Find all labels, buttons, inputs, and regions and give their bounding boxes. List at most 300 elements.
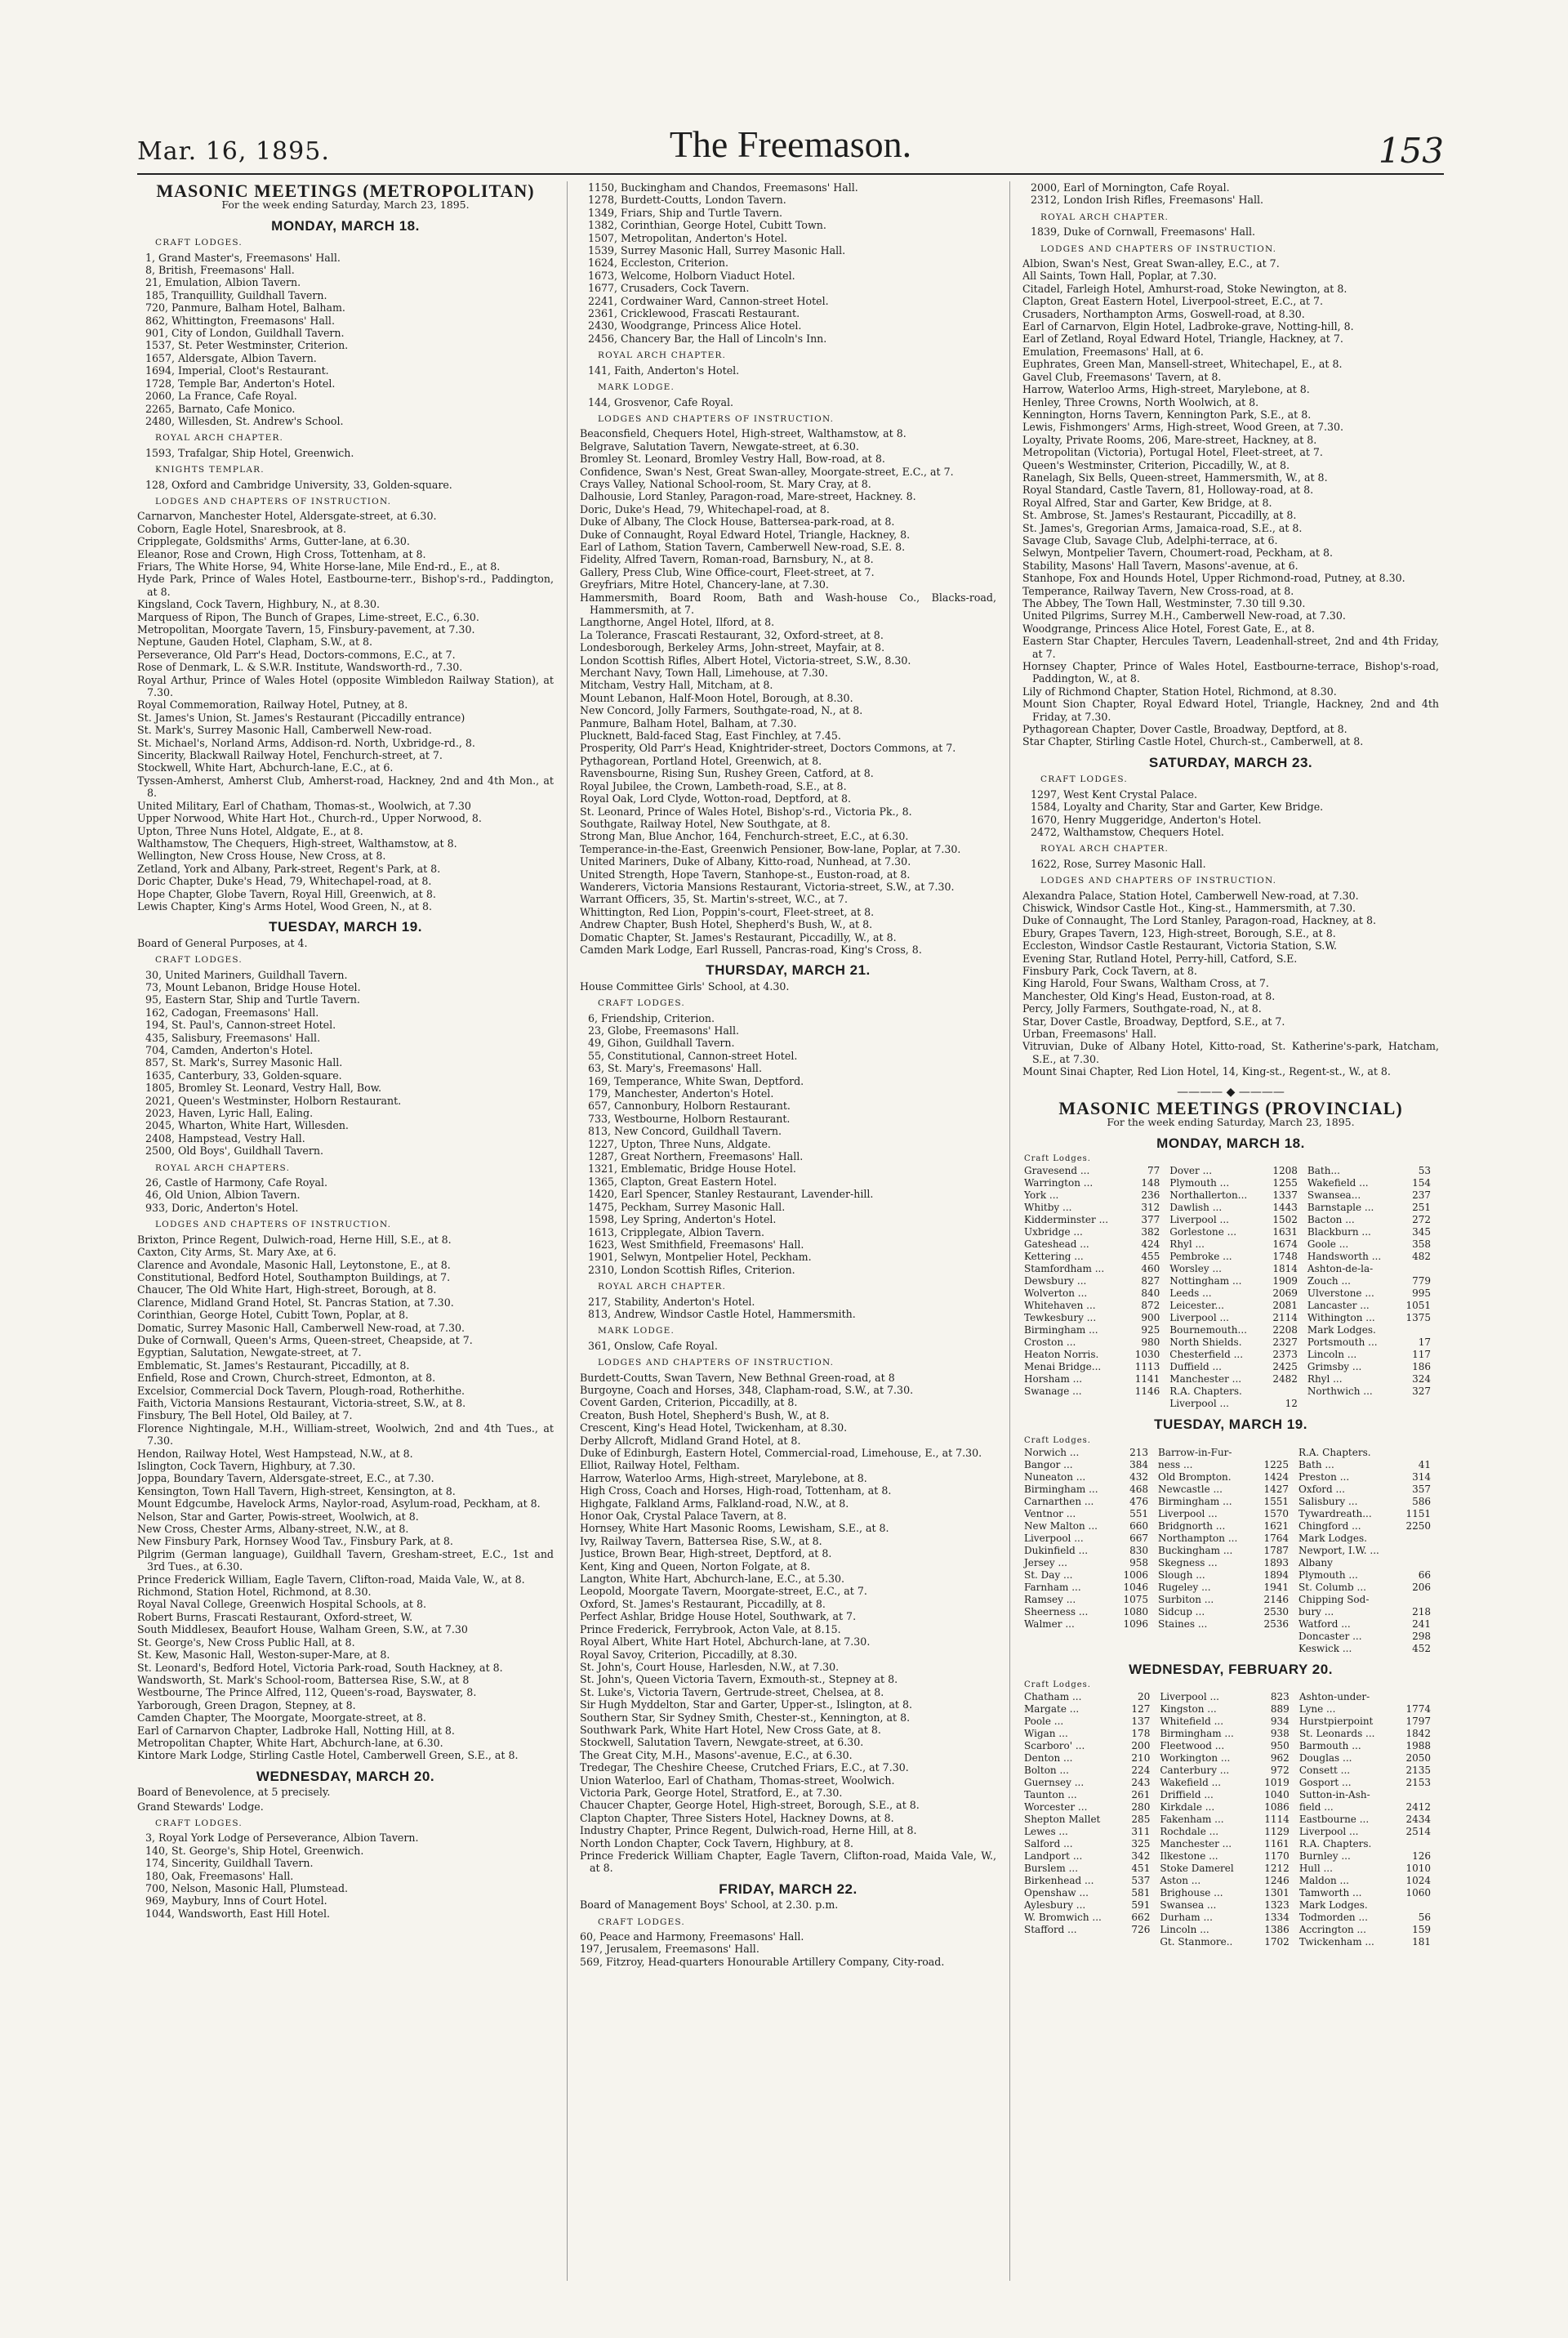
lodge-number: 551 bbox=[1129, 1507, 1148, 1519]
lodge-number: 2530 bbox=[1263, 1605, 1290, 1617]
town-name bbox=[1022, 1643, 1115, 1655]
meeting-entry: 174, Sincerity, Guildhall Tavern. bbox=[145, 1857, 314, 1870]
town-name: Fleetwood ... bbox=[1160, 1740, 1225, 1752]
lodge-number: 218 bbox=[1412, 1605, 1431, 1617]
category-label: CRAFT LODGES. bbox=[155, 238, 243, 248]
meeting-entry: Hornsey Chapter, Prince of Wales Hotel, Eastbourne-terrace, Bishop's-road, Paddington, W., at 8. bbox=[1022, 660, 1439, 685]
lodge-number: 1570 bbox=[1263, 1507, 1290, 1519]
meeting-entry: 2480, Willesden, St. Andrew's School. bbox=[145, 414, 344, 427]
town-name: Bath ... bbox=[1298, 1458, 1334, 1470]
town-name: Dover ... bbox=[1169, 1165, 1213, 1177]
table-row bbox=[1022, 1814, 1439, 1826]
town-name bbox=[1156, 1643, 1255, 1655]
lodge-number: 452 bbox=[1412, 1642, 1431, 1654]
meeting-list bbox=[580, 364, 996, 377]
lodge-number: 1941 bbox=[1263, 1581, 1290, 1593]
board-meeting: House Committee Girls' School, at 4.30. bbox=[580, 979, 790, 993]
lodge-number bbox=[1396, 1789, 1439, 1801]
meeting-entry: St. Luke's, Victoria Tavern, Gertrude-street, Chelsea, at 8. bbox=[580, 1685, 884, 1698]
meeting-list bbox=[137, 479, 554, 491]
day-heading: WEDNESDAY, FEBRUARY 20. bbox=[1129, 1661, 1333, 1677]
town-name: Gosport ... bbox=[1298, 1777, 1352, 1789]
lodge-number: 1894 bbox=[1263, 1568, 1290, 1581]
lodge-number: 925 bbox=[1141, 1324, 1160, 1336]
meeting-list bbox=[1022, 890, 1439, 1078]
meeting-entry: 73, Mount Lebanon, Bridge House Hotel. bbox=[145, 980, 361, 993]
meeting-entry: Wellington, New Cross House, New Cross, at 8. bbox=[137, 850, 386, 863]
town-name: Birmingham ... bbox=[1024, 1324, 1098, 1336]
town-name: Dewsbury ... bbox=[1024, 1275, 1087, 1287]
meeting-entry: Domatic Chapter, St. James's Restaurant, Piccadilly, W., at 8. bbox=[580, 930, 897, 944]
meeting-entry: Clapton, Great Eastern Hotel, Liverpool-street, E.C., at 7. bbox=[1022, 295, 1324, 308]
meeting-list bbox=[1022, 181, 1439, 207]
meeting-entry: Eccleston, Windsor Castle Restaurant, Victoria Station, S.W. bbox=[1022, 939, 1337, 953]
town-name: Tewkesbury ... bbox=[1024, 1312, 1097, 1324]
town-name: Worcester ... bbox=[1024, 1801, 1088, 1814]
town-name: Birmingham ... bbox=[1160, 1728, 1234, 1740]
meeting-entry: 60, Peace and Harmony, Freemasons' Hall. bbox=[580, 1930, 804, 1943]
lodge-number: 280 bbox=[1131, 1801, 1151, 1814]
lodge-number: 962 bbox=[1270, 1752, 1290, 1765]
day-heading: THURSDAY, MARCH 21. bbox=[706, 962, 871, 979]
meeting-entry: Doric, Duke's Head, 79, Whitechapel-road, at 8. bbox=[580, 502, 830, 515]
category-label: KNIGHTS TEMPLAR. bbox=[155, 465, 265, 475]
lodge-number: 591 bbox=[1131, 1899, 1151, 1912]
lodge-number bbox=[1123, 1936, 1158, 1948]
meeting-entry: Victoria Park, George Hotel, Stratford, E., at 7.30. bbox=[580, 1786, 843, 1799]
meeting-entry: Star Chapter, Stirling Castle Hotel, Church-st., Camberwell, at 8. bbox=[1022, 735, 1364, 748]
lodge-number: 186 bbox=[1412, 1361, 1431, 1373]
meeting-entry: 901, City of London, Guildhall Tavern. bbox=[145, 327, 345, 340]
table-row bbox=[1022, 1557, 1439, 1569]
lodge-number: 1146 bbox=[1134, 1385, 1160, 1398]
meeting-entry: Honor Oak, Crystal Palace Tavern, at 8. bbox=[580, 1510, 787, 1523]
category-label: CRAFT LODGES. bbox=[598, 1916, 685, 1927]
lodge-number: 476 bbox=[1129, 1495, 1148, 1507]
meeting-entry: Elliot, Railway Hotel, Feltham. bbox=[580, 1459, 740, 1472]
meeting-entry: Upton, Three Nuns Hotel, Aldgate, E., at 8. bbox=[137, 824, 363, 837]
town-name: Nuneaton ... bbox=[1024, 1470, 1086, 1483]
meeting-entry: Mount Sion Chapter, Royal Edward Hotel, Triangle, Hackney, 2nd and 4th Friday, at 7.30. bbox=[1022, 698, 1439, 723]
town-name: Gateshead ... bbox=[1024, 1238, 1089, 1251]
meeting-entry: Tyssen-Amherst, Amherst Club, Amherst-road, Hackney, 2nd and 4th Mon., at 8. bbox=[137, 774, 554, 800]
meeting-list bbox=[580, 396, 996, 408]
lodge-number: 662 bbox=[1131, 1912, 1151, 1924]
lodge-number: 2146 bbox=[1263, 1593, 1290, 1605]
lodge-number: 384 bbox=[1129, 1458, 1148, 1470]
page-number: 153 bbox=[1378, 131, 1444, 171]
table-row bbox=[1022, 1691, 1439, 1703]
lodge-number: 1787 bbox=[1263, 1544, 1290, 1556]
meeting-entry: 26, Castle of Harmony, Cafe Royal. bbox=[145, 1176, 328, 1189]
town-name: bury ... bbox=[1298, 1605, 1334, 1617]
meeting-entry: Bromley St. Leonard, Bromley Vestry Hall, Bow-road, at 8. bbox=[580, 453, 885, 466]
meeting-entry: Rose of Denmark, L. & S.W.R. Institute, Wandsworth-rd., 7.30. bbox=[137, 661, 463, 674]
meeting-entry: St. John's, Court House, Harlesden, N.W., at 7.30. bbox=[580, 1660, 840, 1673]
lodge-number: 1748 bbox=[1272, 1251, 1298, 1263]
table-row bbox=[1022, 1324, 1439, 1336]
page-header bbox=[137, 116, 1444, 175]
board-meeting: Board of Management Boys' School, at 2.30. p.m. bbox=[580, 1899, 839, 1912]
town-name: Lyne ... bbox=[1298, 1703, 1336, 1716]
meeting-entry: Metropolitan (Victoria), Portugal Hotel, Fleet-street, at 7. bbox=[1022, 446, 1323, 459]
meeting-entry: 30, United Mariners, Guildhall Tavern. bbox=[145, 968, 348, 981]
town-name: Workington ... bbox=[1160, 1752, 1231, 1765]
table-row bbox=[1022, 1520, 1439, 1533]
lodge-number: 324 bbox=[1412, 1373, 1431, 1385]
table-row bbox=[1022, 1251, 1439, 1263]
meeting-entry: Gallery, Press Club, Wine Office-court, Fleet-street, at 7. bbox=[580, 565, 875, 578]
lodge-number: 206 bbox=[1412, 1581, 1431, 1593]
lodge-number: 251 bbox=[1412, 1202, 1431, 1214]
meeting-entry: Eleanor, Rose and Crown, High Cross, Tottenham, at 8. bbox=[137, 547, 426, 560]
lodge-number: 77 bbox=[1147, 1165, 1160, 1177]
lodge-number: 581 bbox=[1131, 1887, 1151, 1899]
lodge-number: 1988 bbox=[1405, 1740, 1431, 1752]
meeting-entry: Excelsior, Commercial Dock Tavern, Plough-road, Rotherhithe. bbox=[137, 1384, 466, 1397]
town-name: Ashton-under- bbox=[1298, 1691, 1370, 1703]
meeting-entry: Chaucer, The Old White Hart, High-street, Borough, at 8. bbox=[137, 1283, 437, 1296]
meeting-list bbox=[580, 1296, 996, 1321]
meeting-entry: 933, Doric, Anderton's Hotel. bbox=[145, 1201, 299, 1214]
metropolitan-week: For the week ending Saturday, March 23, 1895. bbox=[221, 199, 470, 212]
table-header: Craft Lodges. bbox=[1024, 1435, 1091, 1445]
meeting-entry: Enfield, Rose and Crown, Church-street, Edmonton, at 8. bbox=[137, 1372, 436, 1385]
town-name: Warrington ... bbox=[1024, 1177, 1094, 1189]
meeting-entry: Friars, The White Horse, 94, White Horse-lane, Mile End-rd., E., at 8. bbox=[137, 560, 501, 573]
town-name: Whitefield ... bbox=[1160, 1716, 1224, 1728]
meeting-entry: Confidence, Swan's Nest, Great Swan-alley, Moorgate-street, E.C., at 7. bbox=[580, 465, 954, 478]
town-name: Stamfordham ... bbox=[1024, 1263, 1105, 1275]
town-name: Liverpool ... bbox=[1169, 1398, 1229, 1410]
lodge-number: 2208 bbox=[1272, 1324, 1298, 1336]
meeting-entry: Duke of Edinburgh, Eastern Hotel, Commercial-road, Limehouse, E., at 7.30. bbox=[580, 1447, 982, 1459]
table-row bbox=[1022, 1912, 1439, 1924]
meeting-entry: Duke of Connaught, Royal Edward Hotel, Triangle, Hackney, 8. bbox=[580, 528, 911, 541]
provincial-table bbox=[1022, 1679, 1439, 1948]
town-name: Brighouse ... bbox=[1160, 1887, 1223, 1899]
meeting-entry: Clarence, Midland Grand Hotel, St. Pancras Station, at 7.30. bbox=[137, 1296, 454, 1309]
town-name: Dawlish ... bbox=[1169, 1202, 1223, 1214]
meeting-entry: Beaconsfield, Chequers Hotel, High-street, Walthamstow, at 8. bbox=[580, 427, 906, 440]
lodge-number: 2434 bbox=[1405, 1814, 1431, 1826]
category-label: ROYAL ARCH CHAPTER. bbox=[598, 1282, 727, 1292]
town-name: Shepton Mallet bbox=[1024, 1814, 1101, 1826]
town-name: Grimsby ... bbox=[1307, 1361, 1362, 1373]
meeting-entry: Upper Norwood, White Hart Hot., Church-rd., Upper Norwood, 8. bbox=[137, 812, 482, 825]
meeting-entry: 2472, Walthamstow, Chequers Hotel. bbox=[1031, 825, 1224, 838]
town-name: Swansea ... bbox=[1160, 1899, 1217, 1912]
lodge-number: 1674 bbox=[1272, 1238, 1298, 1251]
day-heading: MONDAY, MARCH 18. bbox=[1156, 1135, 1305, 1151]
meeting-entry: Egyptian, Salutation, Newgate-street, at 7. bbox=[137, 1346, 362, 1359]
meeting-entry: 1694, Imperial, Cloot's Restaurant. bbox=[145, 364, 329, 377]
meeting-entry: Mount Sinai Chapter, Red Lion Hotel, 14, King-st., Regent-st., W., at 8. bbox=[1022, 1065, 1391, 1078]
town-name: Goole ... bbox=[1307, 1238, 1349, 1251]
meeting-entry: 435, Salisbury, Freemasons' Hall. bbox=[145, 1031, 321, 1044]
lodge-number: 261 bbox=[1131, 1789, 1151, 1801]
town-name: Leeds ... bbox=[1169, 1287, 1212, 1300]
day-heading: TUESDAY, MARCH 19. bbox=[269, 919, 422, 935]
meeting-entry: Savage Club, Savage Club, Adelphi-terrace, at 6. bbox=[1022, 533, 1278, 547]
meeting-entry: Royal Naval College, Greenwich Hospital Schools, at 8. bbox=[137, 1598, 426, 1611]
meeting-entry: 569, Fitzroy, Head-quarters Honourable Artillery Company, City-road. bbox=[580, 1955, 945, 1968]
meeting-entry: Urban, Freemasons' Hall. bbox=[1022, 1028, 1157, 1040]
table-row bbox=[1022, 1545, 1439, 1557]
lodge-number: 900 bbox=[1141, 1312, 1160, 1324]
lodge-number: 830 bbox=[1129, 1544, 1148, 1556]
table-row bbox=[1022, 1349, 1439, 1361]
lodge-number: 181 bbox=[1412, 1936, 1431, 1948]
lodge-number bbox=[1397, 1533, 1439, 1545]
lodge-number: 241 bbox=[1412, 1617, 1431, 1630]
meeting-entry: 1044, Wandsworth, East Hill Hotel. bbox=[145, 1907, 331, 1920]
table-row bbox=[1022, 1202, 1439, 1214]
meeting-entry: Duke of Connaught, The Lord Stanley, Paragon-road, Hackney, at 8. bbox=[1022, 914, 1376, 927]
lodge-number: 1151 bbox=[1405, 1507, 1431, 1519]
lodge-number bbox=[1397, 1263, 1439, 1275]
lodge-number: 1427 bbox=[1263, 1483, 1290, 1495]
lodge-number: 2412 bbox=[1405, 1801, 1431, 1814]
town-name: Plymouth ... bbox=[1169, 1177, 1230, 1189]
town-name: Gorlestone ... bbox=[1169, 1226, 1237, 1238]
meeting-entry: 2310, London Scottish Rifles, Criterion. bbox=[588, 1263, 795, 1276]
lodge-number: 840 bbox=[1141, 1287, 1160, 1300]
table-row bbox=[1022, 1447, 1439, 1459]
town-name: Poole ... bbox=[1024, 1716, 1064, 1728]
meeting-entry: Faith, Victoria Mansions Restaurant, Victoria-street, S.W., at 8. bbox=[137, 1396, 466, 1409]
town-name: Aston ... bbox=[1160, 1875, 1201, 1887]
meeting-entry: Cripplegate, Goldsmiths' Arms, Gutter-lane, at 6.30. bbox=[137, 535, 410, 548]
town-name: Blackburn ... bbox=[1307, 1226, 1371, 1238]
town-name: Salisbury ... bbox=[1298, 1495, 1358, 1507]
table-row bbox=[1022, 1533, 1439, 1545]
lodge-number: 285 bbox=[1131, 1814, 1151, 1826]
meeting-entry: Tredegar, The Cheshire Cheese, Crutched Friars, E.C., at 7.30. bbox=[580, 1761, 909, 1774]
meeting-entry: Belgrave, Salutation Tavern, Newgate-street, at 6.30. bbox=[580, 439, 859, 453]
lodge-number: 1030 bbox=[1134, 1349, 1160, 1361]
board-meeting: Board of Benevolence, at 5 precisely. bbox=[137, 1786, 331, 1799]
town-name: Menai Bridge... bbox=[1024, 1361, 1102, 1373]
lodge-number: 298 bbox=[1412, 1630, 1431, 1642]
town-name: Walmer ... bbox=[1024, 1617, 1075, 1630]
meeting-entry: Constitutional, Bedford Hotel, Southampton Buildings, at 7. bbox=[137, 1270, 451, 1283]
town-name: field ... bbox=[1298, 1801, 1334, 1814]
town-name: Bolton ... bbox=[1024, 1765, 1069, 1777]
meeting-entry: Woodgrange, Princess Alice Hotel, Forest Gate, E., at 8. bbox=[1022, 622, 1315, 635]
meeting-entry: The Great City, M.H., Masons'-avenue, E.C., at 6.30. bbox=[580, 1748, 853, 1761]
provincial-table bbox=[1022, 1153, 1439, 1410]
meeting-entry: 8, British, Freemasons' Hall. bbox=[145, 264, 295, 277]
meeting-entry: Ranelagh, Six Bells, Queen-street, Hammersmith, W., at 8. bbox=[1022, 471, 1328, 484]
meeting-entry: 1670, Henry Muggeridge, Anderton's Hotel. bbox=[1031, 813, 1262, 826]
meeting-entry: New Concord, Jolly Farmers, Southgate-road, N., at 8. bbox=[580, 704, 863, 717]
town-name: Liverpool ... bbox=[1158, 1507, 1218, 1519]
lodge-number: 1096 bbox=[1123, 1617, 1148, 1630]
meeting-entry: 128, Oxford and Cambridge University, 33, Golden-square. bbox=[145, 478, 452, 491]
town-name bbox=[1022, 1936, 1123, 1948]
board-meeting: Board of General Purposes, at 4. bbox=[137, 936, 308, 949]
town-name: Hull ... bbox=[1298, 1863, 1333, 1875]
masthead-title: The Freemason. bbox=[669, 123, 912, 165]
lodge-number: 1006 bbox=[1123, 1568, 1148, 1581]
meeting-entry: Lewis, Fishmongers' Arms, High-street, Wood Green, at 7.30. bbox=[1022, 421, 1344, 434]
lodge-number: 980 bbox=[1141, 1336, 1160, 1349]
lodge-number: 1246 bbox=[1264, 1875, 1290, 1887]
meeting-entry: Doric Chapter, Duke's Head, 79, Whitechapel-road, at 8. bbox=[137, 875, 432, 888]
lodge-number: 137 bbox=[1131, 1716, 1151, 1728]
meeting-list bbox=[580, 427, 996, 956]
meeting-entry: Kennington, Horns Tavern, Kennington Park, S.E., at 8. bbox=[1022, 408, 1312, 421]
meeting-entry: Warrant Officers, 35, St. Martin's-street, W.C., at 7. bbox=[580, 893, 848, 906]
lodge-number: 1255 bbox=[1272, 1177, 1298, 1189]
town-name: Maldon ... bbox=[1298, 1875, 1349, 1887]
lodge-number: 2514 bbox=[1405, 1826, 1431, 1838]
meeting-entry: Plucknett, Bald-faced Stag, East Finchley, at 7.45. bbox=[580, 730, 841, 743]
meeting-entry: Burdett-Coutts, Swan Tavern, New Bethnal Green-road, at 8 bbox=[580, 1371, 895, 1384]
lodge-number: 1909 bbox=[1272, 1275, 1298, 1287]
meeting-entry: 46, Old Union, Albion Tavern. bbox=[145, 1189, 301, 1202]
lodge-number: 1386 bbox=[1264, 1924, 1290, 1936]
town-name: Manchester ... bbox=[1169, 1373, 1242, 1385]
meeting-entry: Perseverance, Old Parr's Head, Doctors-commons, E.C., at 7. bbox=[137, 648, 456, 661]
lodge-number: 1375 bbox=[1405, 1312, 1431, 1324]
meeting-list bbox=[580, 1930, 996, 1968]
lodge-number bbox=[1255, 1447, 1297, 1459]
town-name: Twickenham ... bbox=[1298, 1936, 1374, 1948]
lodge-number: 53 bbox=[1418, 1165, 1431, 1177]
town-name: Plymouth ... bbox=[1298, 1568, 1358, 1581]
lodge-number: 382 bbox=[1141, 1226, 1160, 1238]
town-name: Accrington ... bbox=[1298, 1924, 1366, 1936]
lodge-number: 159 bbox=[1412, 1924, 1431, 1936]
meeting-entry: St. George's, New Cross Public Hall, at 8. bbox=[137, 1635, 355, 1649]
meeting-entry: Finsbury Park, Cock Tavern, at 8. bbox=[1022, 964, 1197, 977]
town-name: Keswick ... bbox=[1298, 1642, 1352, 1654]
town-name: Bangor ... bbox=[1024, 1458, 1073, 1470]
town-name: Burslem ... bbox=[1024, 1863, 1079, 1875]
lodge-number: 1424 bbox=[1263, 1470, 1290, 1483]
lodge-number: 1113 bbox=[1134, 1361, 1160, 1373]
meeting-entry: Zetland, York and Albany, Park-street, Regent's Park, at 8. bbox=[137, 862, 441, 875]
table-row bbox=[1022, 1238, 1439, 1251]
meeting-entry: Crescent, King's Head Hotel, Twickenham, at 8.30. bbox=[580, 1421, 848, 1434]
table-row bbox=[1022, 1703, 1439, 1716]
town-name: Canterbury ... bbox=[1160, 1765, 1230, 1777]
town-name: Mark Lodges. bbox=[1298, 1532, 1367, 1544]
meeting-entry: Richmond, Station Hotel, Richmond, at 8.30. bbox=[137, 1586, 372, 1599]
meeting-entry: Kent, King and Queen, Norton Folgate, at 8. bbox=[580, 1559, 811, 1573]
table-header: Craft Lodges. bbox=[1024, 1154, 1091, 1164]
meeting-entry: All Saints, Town Hall, Poplar, at 7.30. bbox=[1022, 270, 1217, 283]
meeting-entry: Carnarvon, Manchester Hotel, Aldersgate-street, at 6.30. bbox=[137, 510, 437, 523]
lodge-number bbox=[1397, 1398, 1439, 1410]
table-row bbox=[1022, 1606, 1439, 1618]
town-name: Stoke Damerel bbox=[1160, 1863, 1234, 1875]
town-name: Mark Lodges. bbox=[1298, 1899, 1368, 1912]
lodge-number bbox=[1255, 1643, 1297, 1655]
lodge-number: 537 bbox=[1131, 1875, 1151, 1887]
meeting-entry: 1278, Burdett-Coutts, London Tavern. bbox=[588, 194, 786, 207]
day-heading: FRIDAY, MARCH 22. bbox=[719, 1881, 858, 1897]
town-name: Ashton-de-la- bbox=[1307, 1263, 1374, 1275]
meeting-entry: 3, Royal York Lodge of Perseverance, Albion Tavern. bbox=[145, 1832, 419, 1845]
meeting-entry: High Cross, Coach and Horses, High-road, Tottenham, at 8. bbox=[580, 1484, 892, 1497]
table-row bbox=[1022, 1300, 1439, 1312]
meeting-entry: 1287, Great Northern, Freemasons' Hall. bbox=[588, 1150, 804, 1163]
town-name: Lincoln ... bbox=[1160, 1924, 1209, 1936]
town-name: Birmingham ... bbox=[1158, 1495, 1232, 1507]
meeting-entry: 6, Friendship, Criterion. bbox=[588, 1011, 715, 1024]
meeting-entry: 969, Maybury, Inns of Court Hotel. bbox=[145, 1894, 327, 1907]
meeting-entry: 1613, Cripplegate, Albion Tavern. bbox=[588, 1225, 764, 1238]
town-name: Albany bbox=[1298, 1556, 1333, 1568]
town-name: R.A. Chapters. bbox=[1169, 1385, 1242, 1398]
lodge-number: 1024 bbox=[1405, 1875, 1431, 1887]
meeting-entry: Temperance, Railway Tavern, New Cross-road, at 8. bbox=[1022, 584, 1294, 597]
lodge-number: 432 bbox=[1129, 1470, 1148, 1483]
lodge-number: 17 bbox=[1418, 1336, 1431, 1349]
lodge-number: 200 bbox=[1131, 1740, 1151, 1752]
meeting-entry: South Middlesex, Beaufort House, Walham Green, S.W., at 7.30 bbox=[137, 1623, 468, 1636]
table-row bbox=[1022, 1789, 1439, 1801]
town-name: Driffield ... bbox=[1160, 1789, 1214, 1801]
meeting-entry: 1507, Metropolitan, Anderton's Hotel. bbox=[588, 231, 787, 244]
meeting-list bbox=[137, 510, 554, 912]
lodge-number: 2069 bbox=[1272, 1287, 1298, 1300]
meeting-list bbox=[137, 1176, 554, 1214]
town-name: Croston ... bbox=[1024, 1336, 1076, 1349]
town-name: Birmingham ... bbox=[1024, 1483, 1098, 1495]
lodge-number: 468 bbox=[1129, 1483, 1148, 1495]
meeting-entry: Sir Hugh Myddelton, Star and Garter, Upper-st., Islington, at 8. bbox=[580, 1698, 912, 1711]
town-name: Surbiton ... bbox=[1158, 1593, 1214, 1605]
town-name: Preston ... bbox=[1298, 1470, 1350, 1483]
lodge-number: 1161 bbox=[1264, 1838, 1290, 1850]
meeting-entry: Queen's Westminster, Criterion, Piccadilly, W., at 8. bbox=[1022, 458, 1290, 471]
lodge-number: 1046 bbox=[1123, 1581, 1148, 1593]
lodge-number: 272 bbox=[1412, 1214, 1431, 1226]
category-label: LODGES AND CHAPTERS OF INSTRUCTION. bbox=[598, 413, 835, 424]
meeting-entry: St. John's, Queen Victoria Tavern, Exmouth-st., Stepney at 8. bbox=[580, 1673, 898, 1686]
meeting-entry: 185, Tranquillity, Guildhall Tavern. bbox=[145, 288, 327, 301]
town-name: Swanage ... bbox=[1024, 1385, 1082, 1398]
day-heading: SATURDAY, MARCH 23. bbox=[1148, 754, 1313, 770]
category-label: LODGES AND CHAPTERS OF INSTRUCTION. bbox=[1040, 243, 1277, 254]
meeting-entry: Stockwell, White Hart, Abchurch-lane, E.C., at 6. bbox=[137, 761, 394, 774]
meeting-entry: Perfect Ashlar, Bridge House Hotel, Southwark, at 7. bbox=[580, 1610, 857, 1623]
town-name: Gravesend ... bbox=[1024, 1165, 1090, 1177]
town-name: Norwich ... bbox=[1024, 1446, 1080, 1458]
meeting-entry: Hammersmith, Board Room, Bath and Wash-house Co., Blacks-road, Hammersmith, at 7. bbox=[580, 591, 996, 616]
category-label: LODGES AND CHAPTERS OF INSTRUCTION. bbox=[598, 1358, 835, 1368]
category-label: CRAFT LODGES. bbox=[1040, 774, 1128, 785]
meeting-entry: Hornsey, White Hart Masonic Rooms, Lewisham, S.E., at 8. bbox=[580, 1522, 889, 1535]
town-name: Rhyl ... bbox=[1169, 1238, 1205, 1251]
lodge-number: 660 bbox=[1129, 1519, 1148, 1532]
meeting-entry: 720, Panmure, Balham Hotel, Balham. bbox=[145, 301, 345, 315]
town-name: Liverpool ... bbox=[1160, 1691, 1219, 1703]
lodge-number: 2250 bbox=[1405, 1519, 1431, 1532]
lodge-number: 342 bbox=[1131, 1850, 1151, 1863]
meeting-entry: Stability, Masons' Hall Tavern, Masons'-avenue, at 6. bbox=[1022, 559, 1298, 572]
meeting-entry: 1537, St. Peter Westminster, Criterion. bbox=[145, 339, 349, 352]
town-name: Chipping Sod- bbox=[1298, 1593, 1370, 1605]
category-label: ROYAL ARCH CHAPTER. bbox=[155, 433, 284, 444]
town-name: Skegness ... bbox=[1158, 1556, 1218, 1568]
meeting-list bbox=[580, 1372, 996, 1875]
meeting-entry: Robert Burns, Frascati Restaurant, Oxford-street, W. bbox=[137, 1610, 413, 1623]
